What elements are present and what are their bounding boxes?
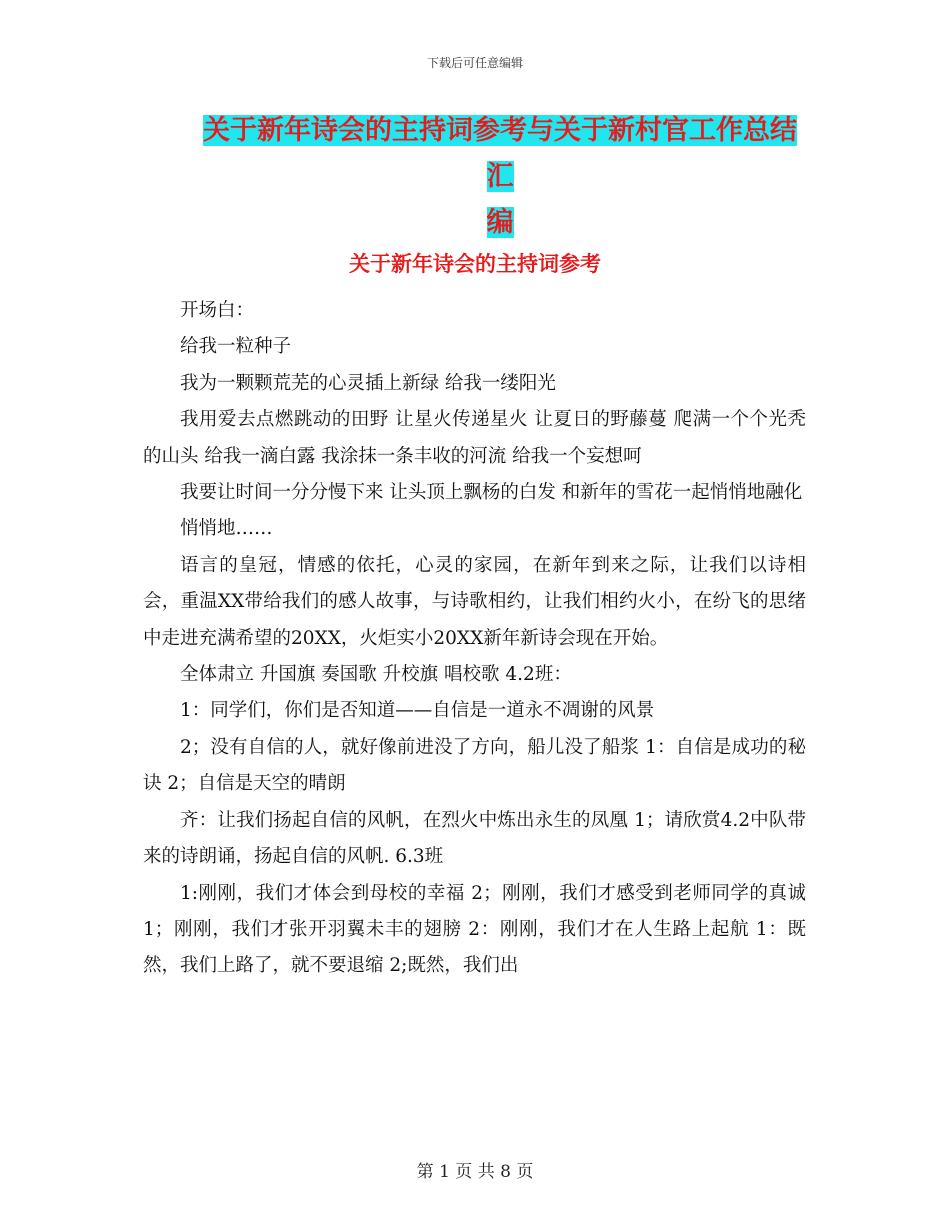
paragraph: 1：同学们，你们是否知道——自信是一道永不凋谢的风景	[180, 700, 655, 722]
document-title-line-1: 关于新年诗会的主持词参考与关于新村官工作总结汇	[203, 115, 797, 192]
document-title-line-2: 编	[486, 207, 514, 238]
paragraph: 2；没有自信的人，就好像前进没了方向，船儿没了船浆 1：自信是成功的秘诀 2；自信是天空的晴朗	[143, 736, 806, 795]
paragraph: 我为一颗颗荒芜的心灵插上新绿 给我一缕阳光	[180, 372, 556, 394]
paragraph: 给我一粒种子	[180, 336, 292, 358]
paragraph: 悄悄地……	[180, 518, 273, 540]
paragraph: 1:刚刚，我们才体会到母校的幸福 2；刚刚，我们才感受到老师同学的真诚 1；刚刚，我们才张开羽翼未丰的翅膀 2：刚刚，我们才在人生路上起航 1：既然，我们上路了，就不要退缩 2;既然，我们出	[143, 882, 806, 977]
page-footer	[0, 1157, 950, 1182]
page-label-prefix: 第	[416, 1162, 434, 1182]
paragraph: 我要让时间一分分慢下来 让头顶上飘杨的白发 和新年的雪花一起悄悄地融化	[180, 482, 803, 504]
document-title	[190, 108, 810, 246]
paragraph: 我用爱去点燃跳动的田野 让星火传递星火 让夏日的野藤蔓 爬满一个个光秃的山头 给我一滴白露 我涂抹一条丰收的河流 给我一个妄想呵	[143, 409, 806, 467]
paragraph: 齐：让我们扬起自信的风帆，在烈火中炼出永生的凤凰 1；请欣赏4.2中队带来的诗朗诵，扬起自信的风帆. 6.3班	[143, 809, 806, 868]
header-note: 下载后可任意编辑	[426, 56, 523, 70]
paragraph: 语言的皇冠，情感的依托，心灵的家园，在新年到来之际，让我们以诗相会，重温XX带给我们的感人故事，与诗歌相约，让我们相约火小，在纷飞的思绪中走进充满希望的20XX，火炬实小20XX新年新诗会现在开始。	[143, 554, 806, 649]
page-label-mid: 页 共	[455, 1162, 495, 1182]
page-number: 1	[439, 1162, 450, 1182]
total-pages: 8	[500, 1162, 511, 1182]
document-body	[143, 293, 806, 985]
paragraph: 全体肃立 升国旗 奏国歌 升校旗 唱校歌 4.2班：	[180, 664, 572, 686]
page-label-suffix: 页	[516, 1162, 534, 1182]
section-title: 关于新年诗会的主持词参考	[349, 252, 601, 276]
paragraph: 开场白：	[180, 300, 255, 321]
